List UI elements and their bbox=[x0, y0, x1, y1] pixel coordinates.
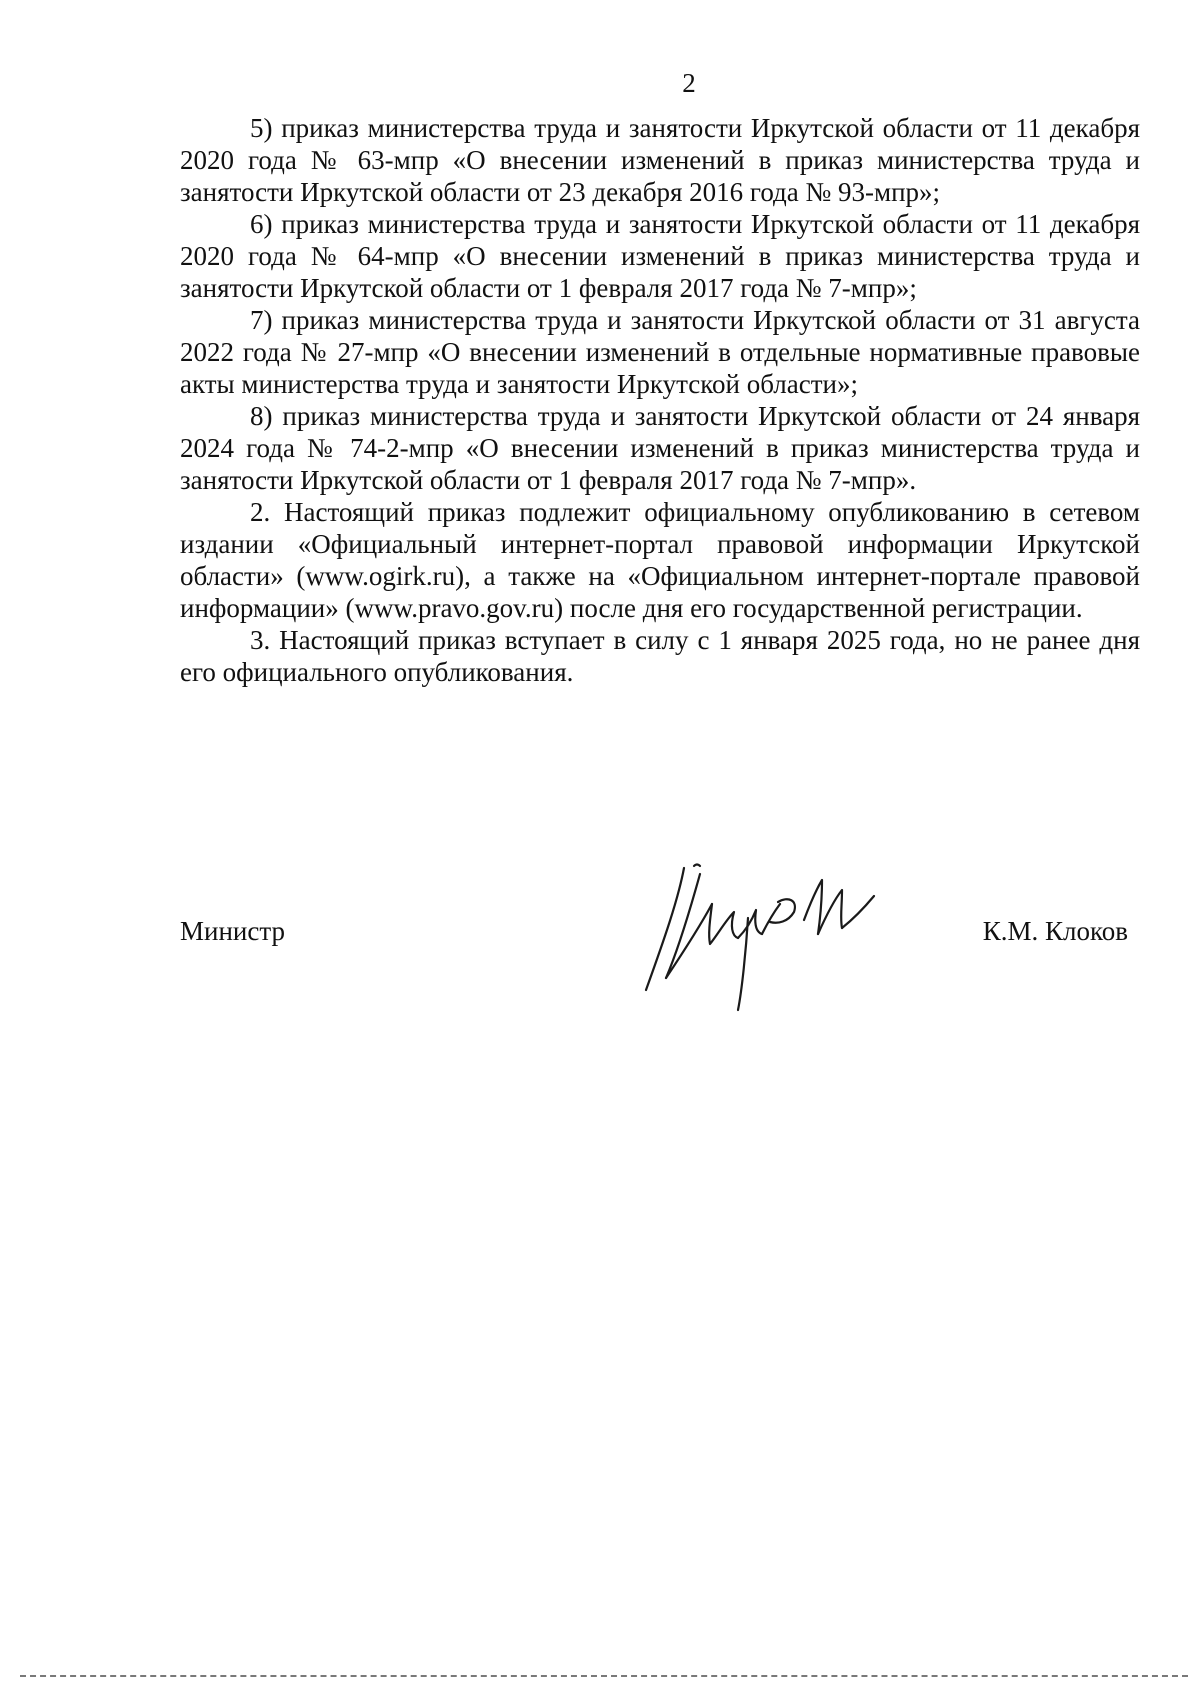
clause-effective-date: 3. Настоящий приказ вступает в силу с 1 января 2025 года, но не ранее дня его официального опубликования. bbox=[180, 625, 1140, 687]
signatory-position: Министр bbox=[180, 916, 285, 946]
document-body bbox=[180, 112, 1140, 688]
page-number: 2 bbox=[682, 68, 696, 98]
list-item-8: 8) приказ министерства труда и занятости Иркутской области от 24 января 2024 года № 74-2-мпр «О внесении изменений в приказ министерства труда и занятости Иркутской области от 1 февраля 2017 года № 7-мпр». bbox=[180, 401, 1140, 495]
handwritten-signature bbox=[638, 860, 878, 1020]
list-item-5: 5) приказ министерства труда и занятости Иркутской области от 11 декабря 2020 года № 63-мпр «О внесении изменений в приказ министерства труда и занятости Иркутской области от 23 декабря 2016 года № 93-мпр»; bbox=[180, 113, 1140, 207]
list-item-7: 7) приказ министерства труда и занятости Иркутской области от 31 августа 2022 года № 27-мпр «О внесении изменений в отдельные нормативные правовые акты министерства труда и занятости Иркутской области»; bbox=[180, 305, 1140, 399]
signatory-name: К.М. Клоков bbox=[982, 916, 1128, 946]
list-item-6: 6) приказ министерства труда и занятости Иркутской области от 11 декабря 2020 года № 64-мпр «О внесении изменений в приказ министерства труда и занятости Иркутской области от 1 февраля 2017 года № 7-мпр»; bbox=[180, 209, 1140, 303]
clause-publication: 2. Настоящий приказ подлежит официальному опубликованию в сетевом издании «Официальный интернет-портал правовой информации Иркутской области» (www.ogirk.ru), а также на «Официальном интернет-портале правовой информации» (www.pravo.gov.ru) после дня его государственной регистрации. bbox=[180, 497, 1140, 623]
bottom-rule bbox=[20, 1675, 1188, 1677]
